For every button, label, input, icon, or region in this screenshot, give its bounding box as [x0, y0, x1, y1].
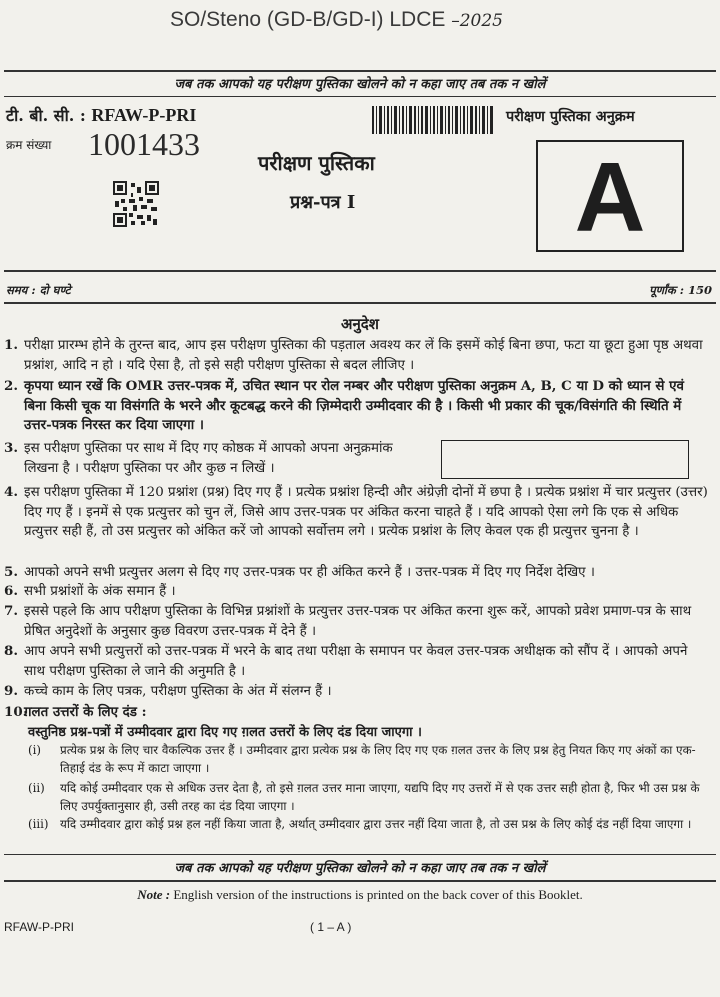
exam-name: SO/Steno (GD-B/GD-I) LDCE [170, 8, 446, 31]
footer-code: RFAW-P-PRI [4, 920, 75, 934]
banner-rule [4, 96, 716, 97]
penalty-item-2 [28, 780, 708, 815]
instructions-heading: अनुदेश [341, 315, 379, 333]
serial-label: क्रम संख्या [6, 138, 52, 152]
penalty-item-1 [28, 742, 708, 777]
marks-label: पूर्णांक : 150 [649, 283, 712, 297]
instruction-number: 2. [4, 378, 18, 394]
instruction-text: कच्चे काम के लिए पत्रक, परीक्षण पुस्तिका के अंत में संलग्न हैं । [24, 684, 332, 699]
roll-number-box[interactable] [441, 440, 689, 479]
series-label: परीक्षण पुस्तिका अनुक्रम [506, 108, 635, 125]
instruction-4 [4, 483, 710, 542]
instruction-text: सभी प्रश्नांशों के अंक समान हैं । [24, 584, 176, 599]
instruction-number: 9. [4, 683, 18, 699]
instruction-6 [4, 582, 710, 602]
bottom-banner-rule-top [4, 854, 716, 855]
penalty-text: यदि उम्मीदवार द्वारा कोई प्रश्न हल नहीं किया जाता है, अर्थात् उम्मीदवार द्वारा उत्तर नहीं दिया जाता है, तो उस प्रश्न के लिए कोई दंड नहीं दिया जाएगा । [60, 817, 692, 831]
top-rule [4, 70, 716, 72]
instruction-1 [4, 336, 710, 375]
exam-header [170, 8, 503, 32]
series-box [536, 140, 684, 252]
bottom-banner-rule [4, 880, 716, 882]
instruction-2 [4, 377, 710, 436]
note-text: English version of the instructions is printed on the back cover of this Booklet. [173, 887, 583, 902]
paper-title: प्रश्न-पत्र I [290, 192, 356, 213]
instruction-text: आप अपने सभी प्रत्युत्तरों को उत्तर-पत्रक में भरने के बाद तथा परीक्षा के समापन पर केवल उत्तर-पत्रक अधीक्षक को सौंप दें । आपको अपने साथ परीक्षण पुस्तिका ले जाने की अनुमति है । [24, 644, 688, 679]
instruction-9 [4, 682, 710, 702]
instruction-text: कृपया ध्यान रखें कि OMR उत्तर-पत्रक में, उचित स्थान पर रोल नम्बर और परीक्षण पुस्तिका अनुक्रम A, B, C या D को ध्यान से एवं बिना किसी चूक या विसंगति के भरने और कूटबद्ध करने की ज़िम्मेदारी उम्मीदवार की है । किसी भी प्रकार की चूक/विसंगति की स्थिति में उत्तर-पत्रक निरस्त कर दिया जाएगा । [24, 378, 684, 433]
instruction-number: 3. [4, 440, 18, 456]
series-letter: A [574, 142, 646, 252]
penalty-intro: वस्तुनिष्ठ प्रश्न-पत्रों में उम्मीदवार द्वारा दिए गए ग़लत उत्तरों के लिए दंड दिया जाएगा । [28, 725, 422, 740]
qr-code [113, 181, 159, 227]
header-rule [4, 270, 716, 272]
handwritten-year: –2025 [451, 11, 503, 31]
page-number: ( 1 – A ) [310, 920, 352, 934]
instruction-3 [4, 439, 424, 478]
penalty-text: प्रत्येक प्रश्न के लिए चार वैकल्पिक उत्तर हैं । उम्मीदवार द्वारा प्रत्येक प्रश्न के लिए दिए गए एक ग़लत उत्तर के लिए प्रश्न हेतु नियत किए गए अंकों का एक-तिहाई दंड के रूप में काटा जाएगा । [60, 743, 696, 775]
instruction-text: इस परीक्षण पुस्तिका पर साथ में दिए गए कोष्ठक में आपको अपना अनुक्रमांक लिखना है । परीक्षण पुस्तिका पर और कुछ न लिखें । [24, 441, 393, 476]
instruction-number: 6. [4, 583, 18, 599]
instruction-text: ग़लत उत्तरों के लिए दंड : [24, 704, 147, 720]
booklet-title: परीक्षण पुस्तिका [258, 151, 375, 175]
instruction-7 [4, 602, 710, 641]
bottom-banner: जब तक आपको यह परीक्षण पुस्तिका खोलने को न कहा जाए तब तक न खोलें [174, 861, 546, 876]
penalty-item-3 [28, 816, 708, 834]
instruction-10 [4, 703, 710, 723]
penalty-number: (ii) [28, 781, 45, 795]
note-label: Note : [137, 887, 171, 902]
penalty-text: यदि कोई उम्मीदवार एक से अधिक उत्तर देता है, तो इसे ग़लत उत्तर माना जाएगा, यद्यपि दिए गए उत्तरों में से एक उत्तर सही होता है, फिर भी उस प्रश्न के लिए उपर्युक्तानुसार ही, उसी तरह का दंड दिया जाएगा । [60, 781, 700, 813]
instruction-5 [4, 563, 710, 583]
instruction-number: 7. [4, 603, 18, 619]
tbc-code [6, 104, 196, 126]
instruction-text: परीक्षा प्रारम्भ होने के तुरन्त बाद, आप इस परीक्षण पुस्तिका की पड़ताल अवश्य कर लें कि इसमें कोई बिना छपा, फटा या छूटा हुआ पृष्ठ अथवा प्रश्नांश, आदि न हो । यदि ऐसा है, तो इसे सही परीक्षण पुस्तिका से बदल लीजिए । [24, 338, 703, 373]
instruction-number: 8. [4, 643, 18, 659]
top-banner: जब तक आपको यह परीक्षण पुस्तिका खोलने को न कहा जाए तब तक न खोलें [174, 77, 546, 92]
time-label: समय : दो घण्टे [6, 283, 71, 297]
penalty-number: (i) [28, 743, 41, 757]
serial-number: 1001433 [88, 126, 200, 162]
instruction-number: 4. [4, 484, 18, 500]
tbc-value: RFAW-P-PRI [91, 105, 197, 125]
penalty-number: (iii) [28, 817, 49, 831]
barcode [372, 106, 494, 134]
instruction-number: 5. [4, 564, 18, 580]
instruction-number: 10. [4, 704, 28, 720]
instruction-number: 1. [4, 337, 18, 353]
time-rule [4, 302, 716, 304]
instruction-text: आपको अपने सभी प्रत्युत्तर अलग से दिए गए उत्तर-पत्रक पर ही अंकित करने हैं । उत्तर-पत्रक में दिए गए निर्देश देखिए । [24, 565, 595, 580]
instruction-text: इससे पहले कि आप परीक्षण पुस्तिका के विभिन्न प्रश्नांशों के प्रत्युत्तर उत्तर-पत्रक पर अंकित करना शुरू करें, आपको प्रवेश प्रमाण-पत्र के साथ प्रेषित अनुदेशों के अनुसार कुछ विवरण उत्तर-पत्रक में देने हैं । [24, 604, 692, 639]
instruction-text: इस परीक्षण पुस्तिका में 120 प्रश्नांश (प्रश्न) दिए गए हैं । प्रत्येक प्रश्नांश हिन्दी और अंग्रेज़ी दोनों में छपा है । प्रत्येक प्रश्नांश में चार प्रत्युत्तर (उत्तर) दिए गए हैं । इनमें से एक प्रत्युत्तर को चुन लें, जिसे आप उत्तर-पत्रक पर अंकित करना चाहते हैं । यदि आपको ऐसा लगे कि एक से अधिक प्रत्युत्तर सही हैं, तो उस प्रत्युत्तर को अंकित करें जो आपको सर्वोत्तम लगे । प्रत्येक प्रश्नांश के लिए केवल एक ही प्रत्युत्तर चुनना है । [24, 485, 708, 539]
instruction-8 [4, 642, 710, 681]
english-note [0, 887, 720, 903]
tbc-label: टी. बी. सी. : [6, 106, 86, 125]
